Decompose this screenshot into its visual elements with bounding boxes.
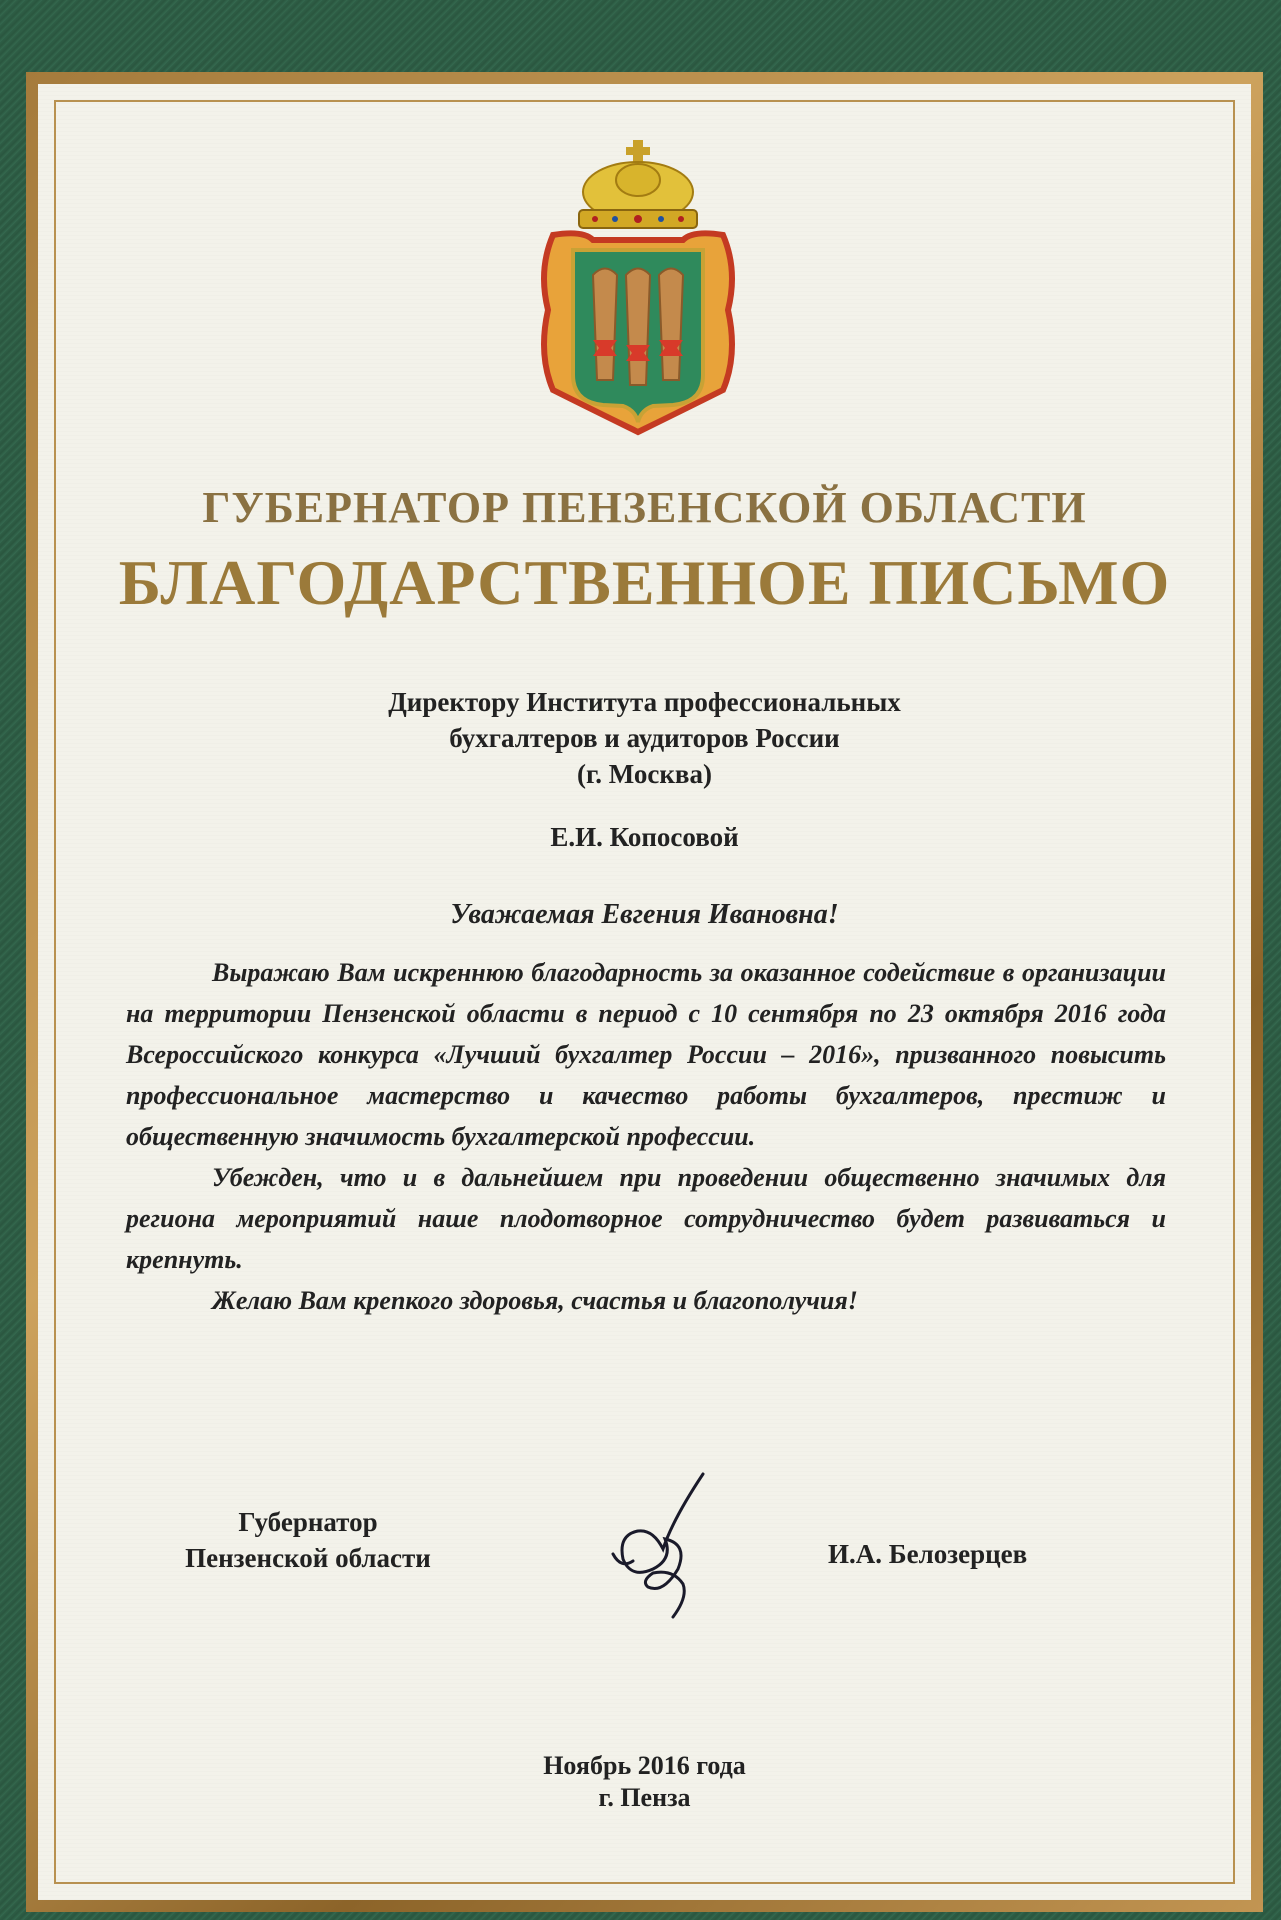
signatory-role-line-2: Пензенской области bbox=[185, 1543, 431, 1573]
signatory-role bbox=[148, 1504, 468, 1576]
body-paragraph: Убежден, что и в дальнейшем при проведении общественно значимых для региона мероприятий наше плодотворное сотрудничество будет развиваться и крепнуть. bbox=[126, 1163, 1166, 1274]
recipient-line-2: бухгалтеров и аудиторов России bbox=[449, 723, 840, 753]
letter-paper bbox=[38, 84, 1251, 1900]
body-paragraph: Желаю Вам крепкого здоровья, счастья и благополучия! bbox=[212, 1286, 858, 1315]
signatory-role-line-1: Губернатор bbox=[238, 1507, 378, 1537]
penza-coat-of-arms-icon bbox=[533, 140, 743, 440]
title-governor: ГУБЕРНАТОР ПЕНЗЕНСКОЙ ОБЛАСТИ bbox=[202, 483, 1087, 532]
letter-body bbox=[126, 952, 1166, 1321]
recipient-line-3: (г. Москва) bbox=[577, 759, 712, 789]
handwritten-signature bbox=[593, 1469, 723, 1619]
signatory-name: И.А. Белозерцев bbox=[828, 1539, 1028, 1569]
place-line: г. Пенза bbox=[598, 1783, 691, 1812]
title-letter-of-gratitude: БЛАГОДАРСТВЕННОЕ ПИСЬМО bbox=[118, 547, 1171, 618]
greeting: Уважаемая Евгения Ивановна! bbox=[450, 899, 839, 930]
recipient-address bbox=[38, 684, 1251, 792]
date-line: Ноябрь 2016 года bbox=[543, 1751, 746, 1780]
body-paragraph: Выражаю Вам искреннюю благодарность за оказанное содействие в организации на территории Пензенской области в период с 10 сентября по 23 октября 2016 года Всероссийского конкурса «Лучший бухгалтер России – 2016», призванного повысить профессиональное мастерство и качество работы бухгалтеров, престиж и общественную значимость бухгалтерской профессии. bbox=[126, 958, 1166, 1151]
recipient-line-1: Директору Института профессиональных bbox=[388, 687, 901, 717]
recipient-name: Е.И. Копосовой bbox=[550, 822, 739, 852]
date-place bbox=[38, 1750, 1251, 1814]
